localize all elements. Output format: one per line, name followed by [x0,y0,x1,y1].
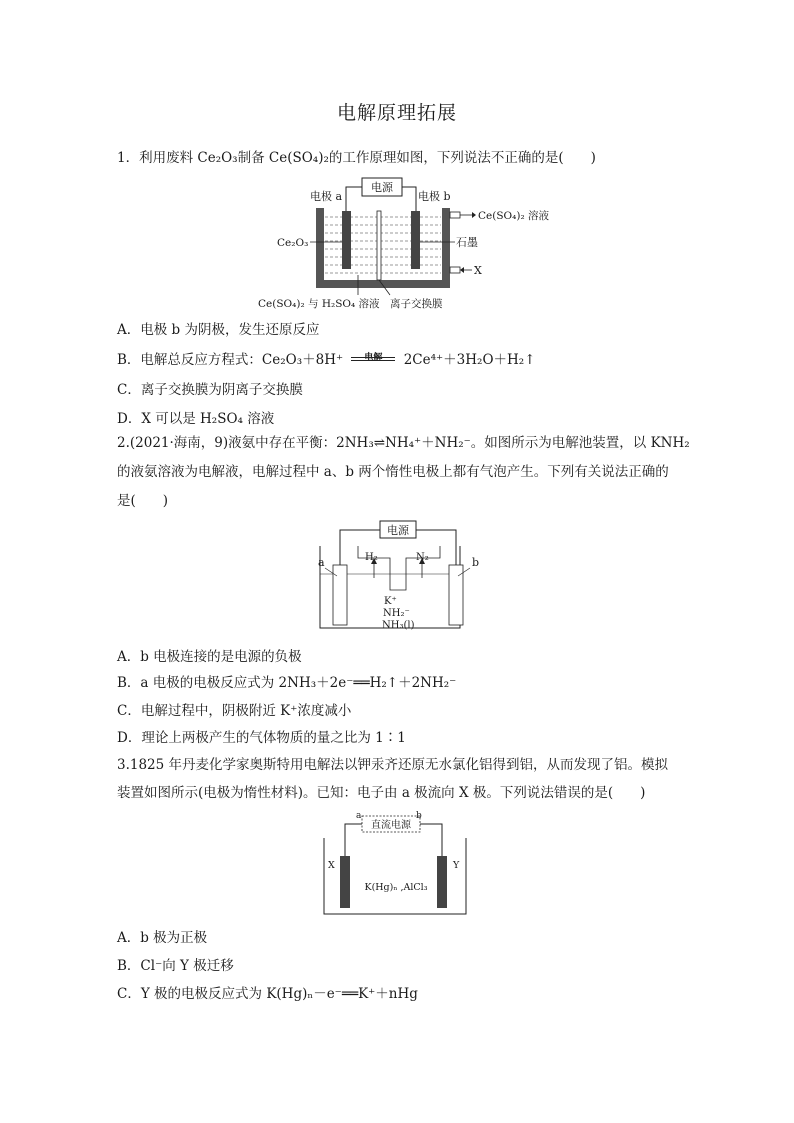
q1-membrane [377,211,381,280]
q2-h2-label: H₂ [365,552,378,563]
q3-option-a: A．b 极为正极 [117,930,208,946]
q3-a-label: a [356,811,362,821]
q3-stem-line-1: 3.1825 年丹麦化学家奥斯特用电解法以钾汞齐还原无水氯化铝得到铝，从而发现了铝。模拟 [117,757,669,773]
q2-b-label: b [472,556,480,569]
q2-option-c: C．电解过程中，阴极附近 K⁺浓度减小 [117,703,352,719]
q1-option-b-suffix: 2Ce⁴⁺＋3H₂O＋H₂↑ [403,352,536,368]
q2-nh3-label: NH₃(l) [382,620,415,631]
q1-bottom-left-label: Ce(SO₄)₂ 与 H₂SO₄ 溶液 [258,298,380,310]
q1-power-label: 电源 [371,181,393,194]
q2-stem-line-2: 的液氨溶液为电解液，电解过程中 a、b 两个惰性电极上都有气泡产生。下列有关说法正确的 [117,464,669,480]
q1-electrode-b [411,211,420,269]
q3-option-b: B．Cl⁻向 Y 极迁移 [117,958,234,974]
q2-k-label: K⁺ [384,596,397,607]
q1-ce2o3-label: Ce₂O₃ [277,237,309,249]
q2-n2-label: N₂ [416,552,429,563]
q1-option-a: A．电极 b 为阴极，发生还原反应 [117,322,320,338]
q1-electrode-a-label: 电极 a [310,190,343,203]
q2-nh2-label: NH₂⁻ [383,608,410,619]
q3-electrode-x [340,856,350,908]
q2-stem-line-1: 2.(2021·海南，9)液氨中存在平衡：2NH₃⇌NH₄⁺＋NH₂⁻。如图所示为电解池装置，以 KNH₂ [117,435,690,451]
q1-outlet-label: Ce(SO₄)₂ 溶液 [478,210,549,222]
q2-option-b: B．a 电极的电极反应式为 2NH₃＋2e⁻══H₂↑＋2NH₂⁻ [117,675,457,691]
q1-option-d: D．X 可以是 H₂SO₄ 溶液 [117,411,275,427]
q1-option-b-prefix: B．电解总反应方程式：Ce₂O₃＋8H⁺ [117,352,344,368]
q3-y-label: Y [453,860,460,871]
page-title: 电解原理拓展 [336,102,457,124]
q2-power-label: 电源 [387,524,409,537]
q3-solution-label: K(Hg)ₙ ,AlCl₃ [364,882,428,893]
q2-stem-line-3: 是( ) [117,493,169,509]
q2-a-label: a [318,556,325,569]
q2-electrode-a [333,565,347,625]
q2-figure [310,518,490,640]
q1-stem: 1．利用废料 Ce₂O₃制备 Ce(SO₄)₂的工作原理如图，下列说法不正确的是( ) [117,150,596,166]
q3-b-label: b [416,811,422,821]
q3-x-label: X [328,860,335,871]
q1-option-b-condition: 电解 [364,353,383,363]
q1-electrode-a [342,211,351,269]
q3-figure [320,808,470,920]
q3-power-label: 直流电源 [371,820,411,831]
q1-x-label: X [474,264,482,277]
q1-option-c: C．离子交换膜为阴离子交换膜 [117,382,303,398]
q1-option-b-arrow [351,353,395,364]
q1-figure [250,175,600,315]
q3-option-c: C．Y 极的电极反应式为 K(Hg)ₙ－e⁻══K⁺＋nHg [117,986,418,1002]
q3-electrode-y [437,856,447,908]
q2-option-d: D．理论上两极产生的气体物质的量之比为 1∶1 [117,730,406,746]
q3-stem-line-2: 装置如图所示(电极为惰性材料)。已知：电子由 a 极流向 X 极。下列说法错误的是( ) [117,785,646,801]
q1-bottom-right-label: 离子交换膜 [390,298,443,310]
q1-option-b [117,350,536,370]
q1-electrode-b-label: 电极 b [418,190,451,203]
q2-option-a: A．b 电极连接的是电源的负极 [117,649,302,665]
q1-graphite-label: 石墨 [456,236,478,249]
